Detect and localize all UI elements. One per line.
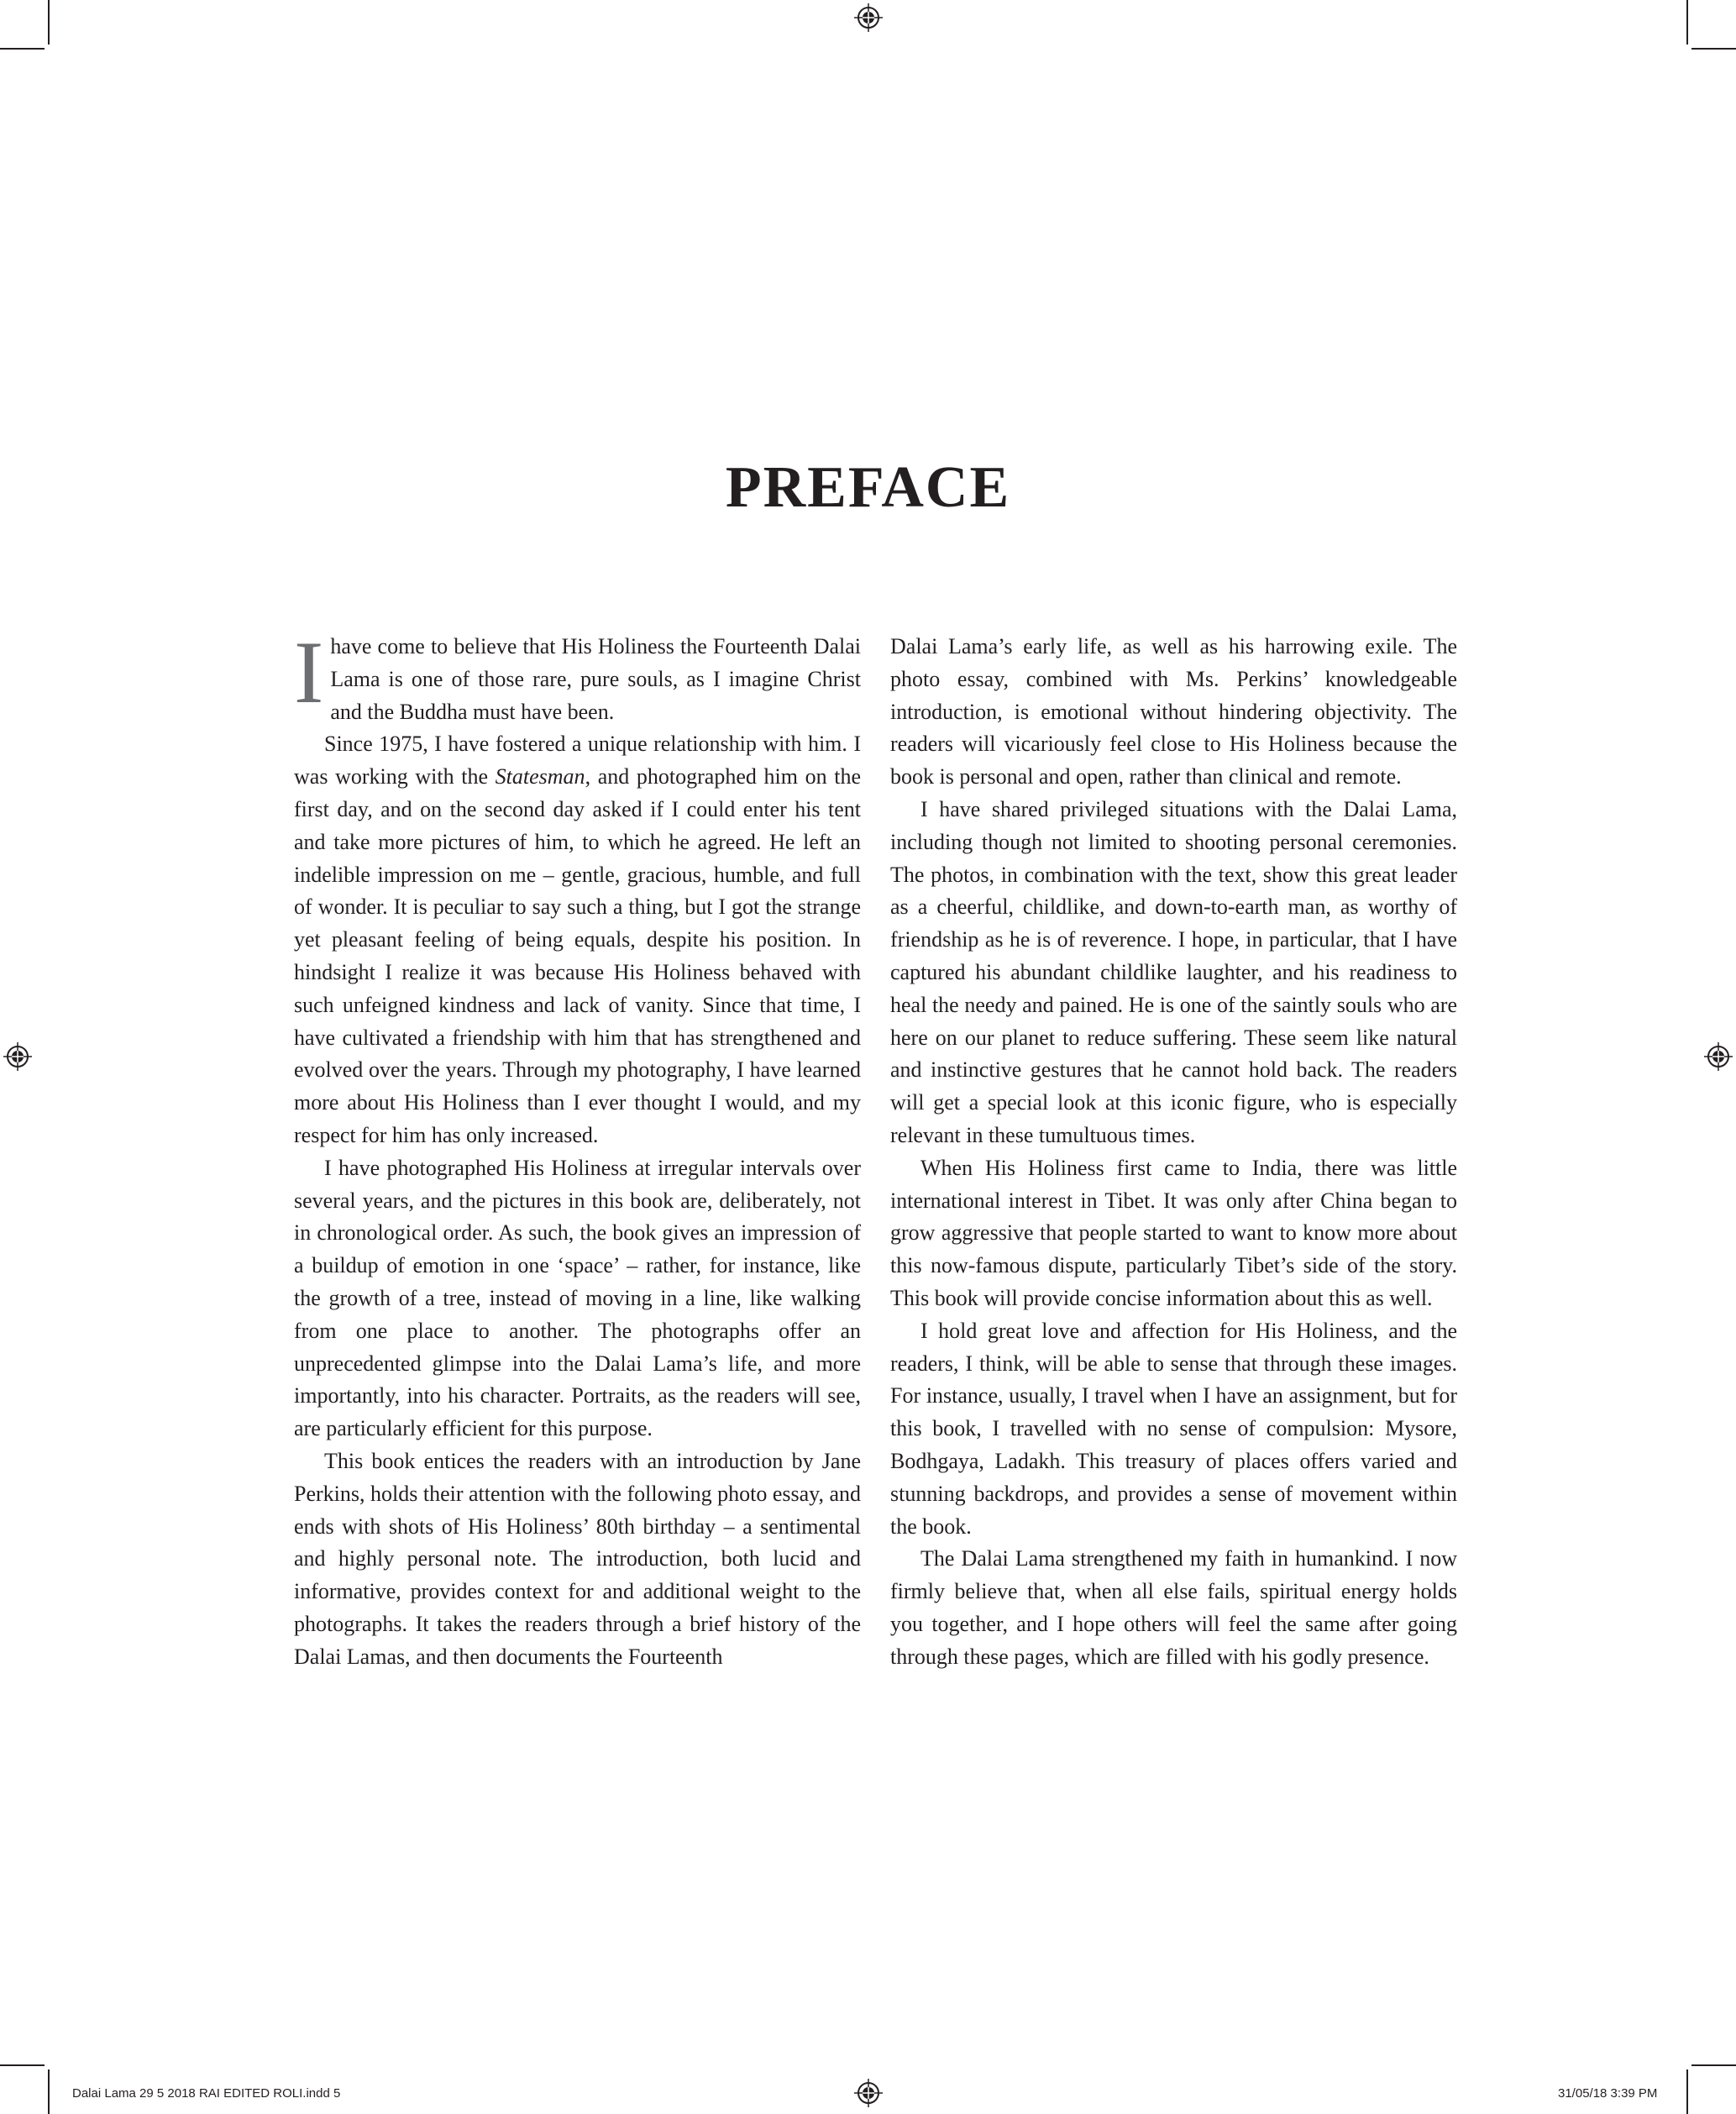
paragraph: I have photographed His Holiness at irregular intervals over several years, and the pictures in this book are, deliberately, not in chronological order. As such, the book gives an impression of a buildup of emotion in one ‘space’ – rather, for instance, like the growth of a tree, instead of moving in a line, like walking from one place to another. The photographs offer an unprecedented glimpse into the Dalai Lama’s life, and more importantly, into his character. Portraits, as the readers will see, are particularly efficient for this purpose. [294, 1155, 861, 1441]
crop-mark-top-left-horizontal [0, 48, 45, 50]
paragraph: The Dalai Lama strengthened my faith in humankind. I now firmly believe that, when all else fails, spiritual energy holds you together, and I hope others will feel the same after going through these pages, which are filled with his godly presence. [890, 1546, 1457, 1669]
crop-mark-top-left-vertical [48, 0, 50, 45]
paragraph: I have shared privileged situations with the Dalai Lama, including though not limited to shooting personal ceremonies. The photos, in combination with the text, show this great leader as a cheerful, childlike, and down-to-earth man, as worthy of friendship as he is of reverence. I hope, in particular, that I have captured his abundant childlike laughter, and his readiness to heal the needy and pained. He is one of the saintly souls who are here on our planet to reduce suffering. These seem like natural and instinctive gestures that he cannot hold back. The readers will get a special look at this iconic figure, who is especially relevant in these tumultuous times. [890, 796, 1457, 1147]
drop-cap: I [294, 623, 324, 721]
registration-mark-icon [854, 2079, 883, 2107]
crop-mark-top-right-vertical [1686, 0, 1688, 45]
left-column [294, 623, 861, 1674]
page-title: PREFACE [725, 455, 1011, 520]
paragraph [294, 728, 861, 1151]
paragraph [294, 623, 861, 728]
crop-mark-top-right-horizontal [1691, 48, 1736, 50]
crop-mark-bottom-left-vertical [48, 2069, 50, 2114]
crop-mark-bottom-left-horizontal [0, 2064, 45, 2066]
registration-mark-icon [854, 3, 883, 32]
crop-mark-bottom-right-horizontal [1691, 2064, 1736, 2066]
publication-name: Statesman [495, 764, 585, 789]
crop-mark-bottom-right-vertical [1686, 2069, 1688, 2114]
paragraph: When His Holiness first came to India, there was little international interest in Tibet. It was only after China began to grow aggressive that people started to want to know more about this now-famous dispute, particularly Tibet’s side of the story. This book will provide concise information about this as well. [890, 1155, 1457, 1310]
paragraph: Dalai Lama’s early life, as well as his harrowing exile. The photo essay, combined with Ms. Perkins’ knowledgeable introduction, is emotional without hindering objectivity. The readers will vicariously feel close to His Holiness because the book is personal and open, rather than clinical and remote. [890, 634, 1457, 789]
registration-mark-icon [1704, 1042, 1733, 1071]
slug-datetime: 31/05/18 3:39 PM [1558, 2086, 1658, 2101]
right-column [890, 631, 1457, 1674]
registration-mark-icon [3, 1042, 32, 1071]
paragraph-text: , and photographed him on the first day, and on the second day asked if I could enter his tent and take more pictures of him, to which he agreed. He left an indelible impression on me – gentle, gracious, humble, and full of wonder. It is peculiar to say such a thing, but I got the strange yet pleasant feeling of being equals, despite his position. In hindsight I realize it was because His Holiness behaved with such unfeigned kindness and lack of vanity. Since that time, I have cultivated a friendship with him that has strengthened and evolved over the years. Through my photography, I have learned more about His Holiness than I ever thought I would, and my respect for him has only increased. [294, 764, 861, 1147]
slug-file-name: Dalai Lama 29 5 2018 RAI EDITED ROLI.indd 5 [72, 2086, 341, 2101]
paragraph-text: have come to believe that His Holiness the Fourteenth Dalai Lama is one of those rare, pure souls, as I imagine Christ and the Buddha must have been. [330, 634, 861, 724]
paragraph: I hold great love and affection for His Holiness, and the readers, I think, will be able to sense that through these images. For instance, usually, I travel when I have an assignment, but for this book, I travelled with no sense of compulsion: Mysore, Bodhgaya, Ladakh. This treasury of places offers varied and stunning backdrops, and provides a sense of movement within the book. [890, 1318, 1457, 1539]
paragraph: This book entices the readers with an introduction by Jane Perkins, holds their attention with the following photo essay, and ends with shots of His Holiness’ 80th birthday – a sentimental and highly personal note. The introduction, both lucid and informative, provides context for and additional weight to the photographs. It takes the readers through a brief history of the Dalai Lamas, and then documents the Fourteenth [294, 1448, 861, 1669]
paragraph-text: Since 1975, I have fostered a unique relationship with him. I was working with the [294, 732, 861, 789]
